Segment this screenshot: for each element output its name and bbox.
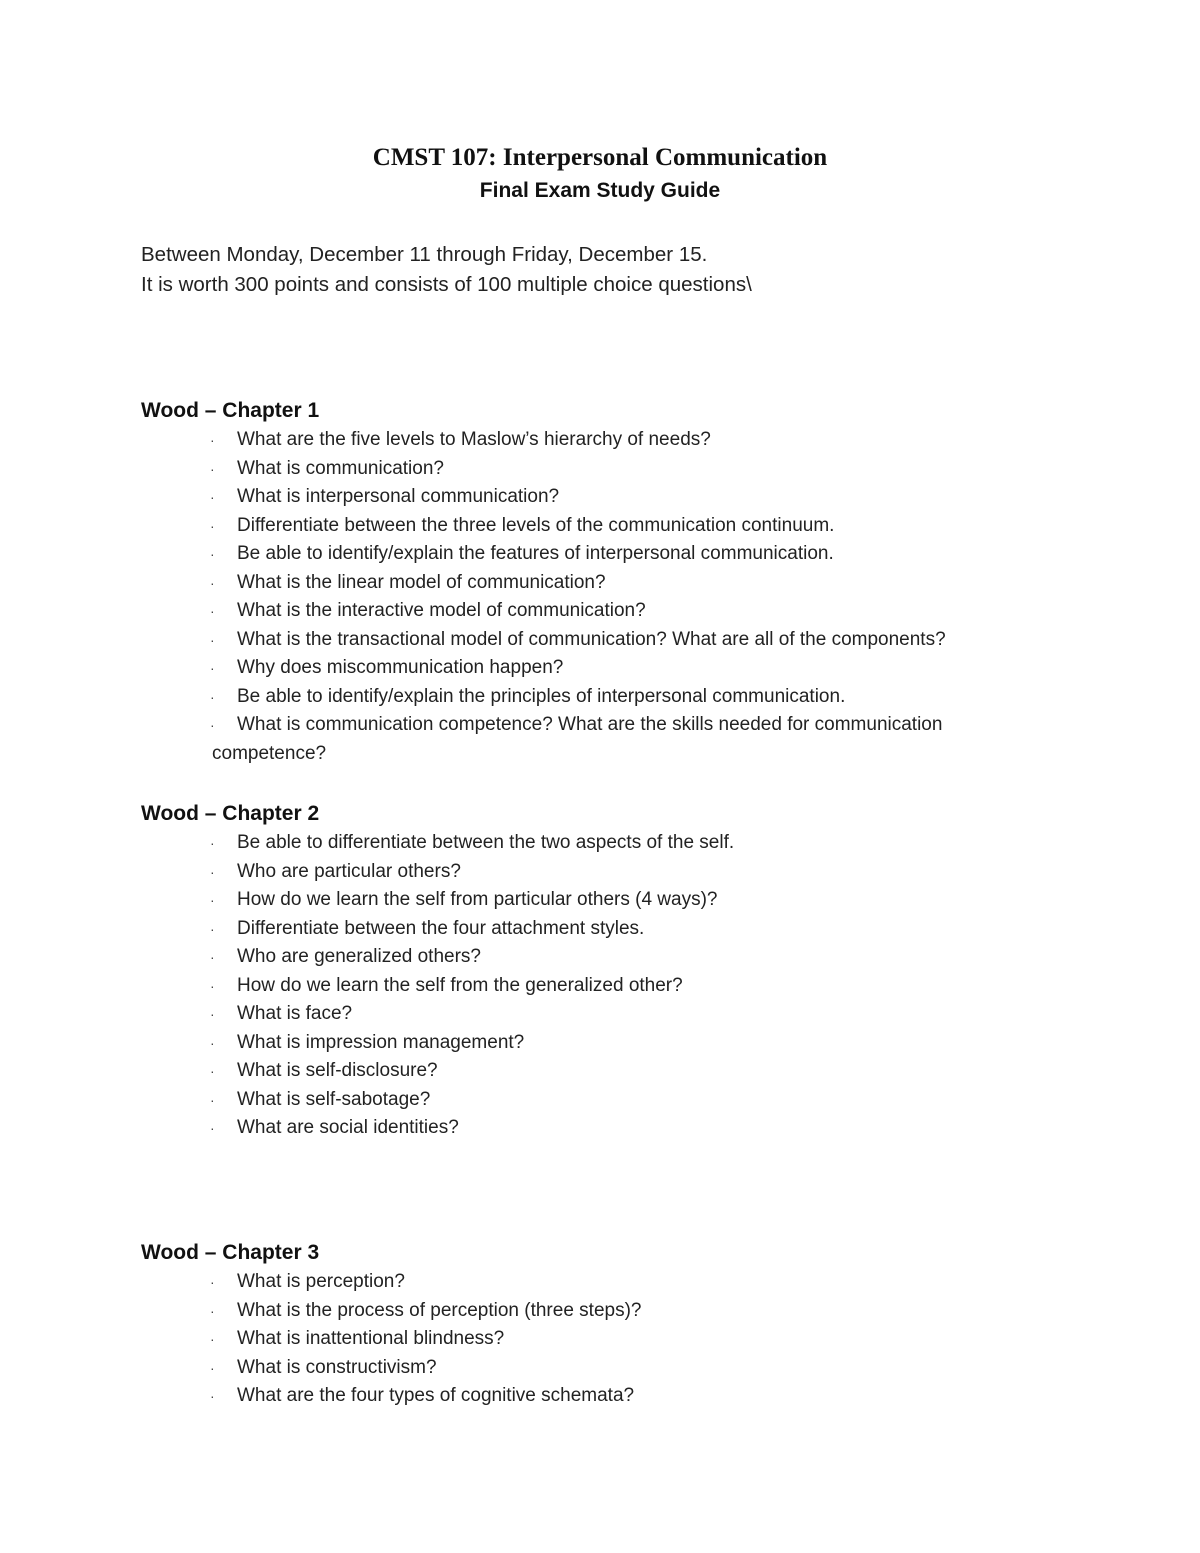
bullet-icon: · [210, 977, 215, 994]
bullet-icon: · [210, 1034, 215, 1051]
list-item: · What is communication competence? What are the skills needed for communication [212, 711, 1061, 740]
bullet-icon: · [210, 1063, 215, 1079]
list-item: · What is constructivism? [212, 1354, 1061, 1383]
list-item: · What is the process of perception (three steps)? [212, 1297, 1061, 1326]
list-item: · What is interpersonal communication? [212, 483, 1061, 512]
list-item: · What are the five levels to Maslow’s hierarchy of needs? [212, 426, 1061, 455]
bullet-icon: · [210, 489, 215, 505]
list-item: · What is inattentional blindness? [212, 1325, 1061, 1354]
list-item: · How do we learn the self from particular others (4 ways)? [212, 886, 1061, 915]
list-item: · Who are particular others? [212, 858, 1061, 887]
list-item: · Be able to identify/explain the principles of interpersonal communication. [212, 683, 1061, 712]
list-item: · What is self-sabotage? [212, 1086, 1061, 1115]
section-chapter-2 [141, 799, 1061, 1143]
list-item: · What is perception? [212, 1268, 1061, 1297]
list-item: · What is impression management? [212, 1029, 1061, 1058]
intro-block [141, 240, 752, 300]
exam-details-text: It is worth 300 points and consists of 100 multiple choice questions\ [141, 273, 752, 296]
bullet-icon: · [210, 863, 215, 880]
question-list [141, 1268, 1061, 1411]
bullet-icon: · [210, 1331, 215, 1347]
section-chapter-3 [141, 1238, 1061, 1411]
bullet-icon: · [210, 835, 215, 851]
bullet-icon: · [210, 1388, 215, 1404]
section-heading: Wood – Chapter 3 [141, 1241, 320, 1264]
bullet-icon: · [210, 688, 215, 705]
question-list [141, 426, 1061, 740]
bullet-icon: · [210, 1091, 215, 1108]
bullet-icon: · [210, 1274, 215, 1290]
bullet-icon: · [210, 574, 215, 591]
list-item: · Be able to identify/explain the features of interpersonal communication. [212, 540, 1061, 569]
bullet-icon: · [210, 660, 215, 676]
list-item: · What is the linear model of communication? [212, 569, 1061, 598]
document-subtitle: Final Exam Study Guide [479, 179, 721, 202]
list-item: · Who are generalized others? [212, 943, 1061, 972]
section-chapter-1 [141, 396, 1061, 768]
list-item-continuation: competence? [212, 742, 327, 764]
list-item: · How do we learn the self from the generalized other? [212, 972, 1061, 1001]
bullet-icon: · [210, 1302, 215, 1319]
exam-dates-text: Between Monday, December 11 through Friday, December 15. [141, 243, 708, 266]
bullet-icon: · [210, 1120, 215, 1136]
bullet-icon: · [210, 603, 215, 619]
list-item: · What is self-disclosure? [212, 1057, 1061, 1086]
list-item: · Differentiate between the four attachment styles. [212, 915, 1061, 944]
bullet-icon: · [210, 460, 215, 477]
bullet-icon: · [210, 631, 215, 648]
list-item: · What are the four types of cognitive schemata? [212, 1382, 1061, 1411]
bullet-icon: · [210, 949, 215, 965]
list-item: · What is face? [212, 1000, 1061, 1029]
list-item: · What is the transactional model of communication? What are all of the components? [212, 626, 1061, 655]
section-heading: Wood – Chapter 1 [141, 399, 320, 422]
section-heading: Wood – Chapter 2 [141, 802, 320, 825]
list-item: · What is the interactive model of communication? [212, 597, 1061, 626]
list-item: · What is communication? [212, 455, 1061, 484]
bullet-icon: · [210, 1359, 215, 1376]
bullet-icon: · [210, 1006, 215, 1022]
list-item: · Be able to differentiate between the two aspects of the self. [212, 829, 1061, 858]
list-item: · What are social identities? [212, 1114, 1061, 1143]
document-title: CMST 107: Interpersonal Communication [372, 144, 828, 171]
bullet-icon: · [210, 546, 215, 562]
list-item: · Why does miscommunication happen? [212, 654, 1061, 683]
list-item: · Differentiate between the three levels of the communication continuum. [212, 512, 1061, 541]
question-list [141, 829, 1061, 1143]
bullet-icon: · [210, 920, 215, 937]
bullet-icon: · [210, 432, 215, 448]
bullet-icon: · [210, 892, 215, 908]
bullet-icon: · [210, 517, 215, 534]
bullet-icon: · [210, 717, 215, 733]
